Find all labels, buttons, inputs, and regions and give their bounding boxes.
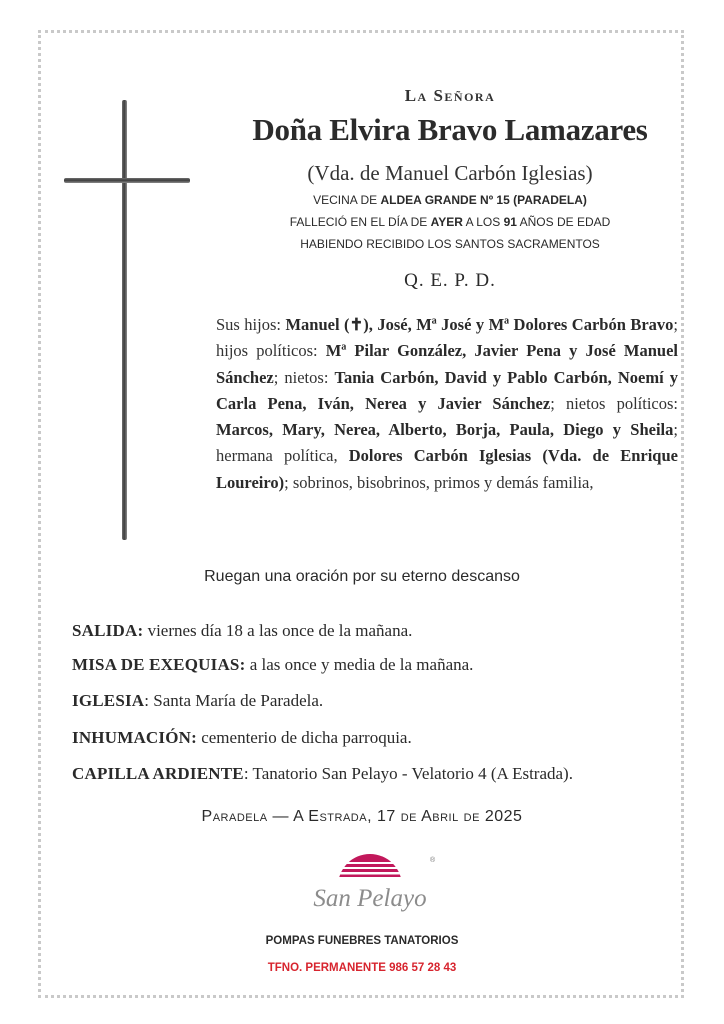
capilla-value: : Tanatorio San Pelayo - Velatorio 4 (A Estrada). [243, 764, 573, 783]
family-relation: ; sobrinos, bisobrinos, primos y demás familia, [284, 472, 594, 492]
title-prefix: La Señora [404, 86, 496, 105]
death-day: AYER [430, 215, 463, 229]
residence-line [220, 193, 680, 207]
widow-of: (Vda. de Manuel Carbón Iglesias) [307, 161, 593, 185]
registered-mark: ® [430, 857, 436, 864]
misa-line [72, 655, 473, 675]
inhumacion-line [72, 728, 412, 748]
death-prefix: FALLECIÓ EN EL DÍA DE [289, 215, 431, 229]
qepd: Q. E. P. D. [404, 270, 496, 291]
family-names: Dolores Carbón Iglesias (Vda. de Enrique Loureiro) [216, 446, 678, 492]
logo-text: San Pelayo [313, 885, 427, 912]
residence-address: ALDEA GRANDE Nº 15 (PARADELA) [380, 193, 587, 207]
sacraments-line: HABIENDO RECIBIDO LOS SANTOS SACRAMENTOS [300, 237, 600, 251]
death-line [220, 215, 680, 229]
cross-vertical-bar [122, 100, 127, 540]
misa-value: a las once y media de la mañana. [245, 655, 474, 674]
family-relation: ; hermana política, [216, 420, 678, 466]
iglesia-label: IGLESIA [72, 691, 145, 710]
inhumacion-value: cementerio de dicha parroquia. [196, 728, 412, 747]
salida-value: viernes día 18 a las once de la mañana. [143, 621, 413, 640]
residence-prefix: VECINA DE [313, 193, 381, 207]
capilla-line [72, 764, 573, 784]
services-label: POMPAS FUNEBRES TANATORIOS [265, 935, 459, 947]
family-relation: ; hijos políticos: [216, 315, 678, 361]
family-relation: ; nietos políticos: [550, 393, 678, 413]
inhumacion-label: INHUMACIÓN: [72, 728, 197, 747]
misa-label: MISA DE EXEQUIAS: [72, 655, 246, 674]
prayer-request: Ruegan una oración por su eterno descanso [204, 568, 520, 585]
salida-line [72, 621, 412, 641]
family-relation: Sus hijos: [216, 315, 286, 334]
family-names: Marcos, Mary, Nerea, Alberto, Borja, Paula, Diego y Sheila [216, 420, 674, 440]
family-names: Mª Pilar González, Javier Pena y José Manuel Sánchez [216, 341, 678, 387]
family-names: Manuel (✝), José, Mª José y Mª Dolores Carbón Bravo [285, 315, 674, 334]
family-names: Tania Carbón, David y Pablo Carbón, Noemí y Carla Pena, Iván, Nerea y Javier Sánchez [216, 367, 678, 413]
family-paragraph [216, 312, 678, 496]
family-relation: ; nietos: [273, 367, 335, 387]
death-suffix: AÑOS DE EDAD [516, 215, 611, 229]
iglesia-value: : Santa María de Paradela. [144, 691, 324, 710]
cross-horizontal-bar [64, 178, 190, 183]
salida-label: SALIDA: [72, 621, 144, 640]
iglesia-line [72, 691, 323, 711]
capilla-label: CAPILLA ARDIENTE [72, 764, 244, 783]
phone-number: TFNO. PERMANENTE 986 57 28 43 [267, 962, 457, 974]
death-mid: A LOS [462, 215, 504, 229]
deceased-name: Doña Elvira Bravo Lamazares [252, 112, 648, 147]
place-date: Paradela — A Estrada, 17 de Abril de 2025 [201, 808, 523, 825]
san-pelayo-logo [300, 850, 440, 922]
death-age: 91 [503, 215, 517, 229]
